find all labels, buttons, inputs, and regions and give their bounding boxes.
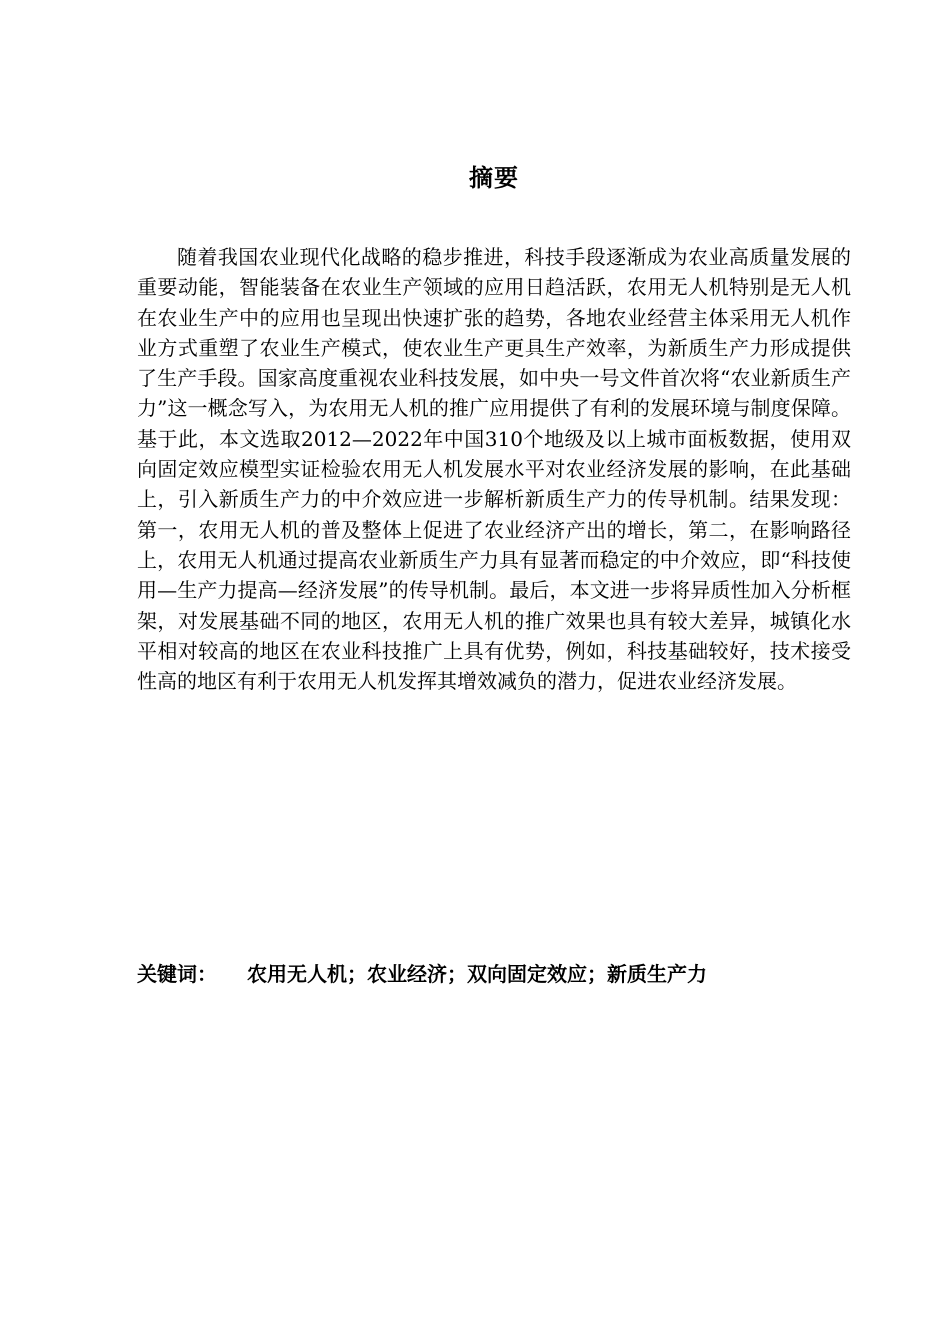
abstract-title: 摘要 (469, 164, 519, 192)
keywords-label: 关键词： (137, 962, 217, 986)
keywords-list: 农用无人机；农业经济；双向固定效应；新质生产力 (247, 962, 707, 986)
keywords-line (137, 958, 851, 990)
abstract-body: 随着我国农业现代化战略的稳步推进，科技手段逐渐成为农业高质量发展的重要动能，智能装备在农业生产领域的应用日趋活跃，农用无人机特别是无人机在农业生产中的应用也呈现出快速扩张的趋势，各地农业经营主体采用无人机作业方式重塑了农业生产模式，使农业生产更具生产效率，为新质生产力形成提供了生产手段。国家高度重视农业科技发展，如中央一号文件首次将“农业新质生产力”这一概念写入，为农用无人机的推广应用提供了有利的发展环境与制度保障。基于此，本文选取2012—2022年中国310个地级及以上城市面板数据，使用双向固定效应模型实证检验农用无人机发展水平对农业经济发展的影响，在此基础上，引入新质生产力的中介效应进一步解析新质生产力的传导机制。结果发现：第一，农用无人机的普及整体上促进了农业经济产出的增长，第二，在影响路径上，农用无人机通过提高农业新质生产力具有显著而稳定的中介效应，即“科技使用—生产力提高—经济发展”的传导机制。最后，本文进一步将异质性加入分析框架，对发展基础不同的地区，农用无人机的推广效果也具有较大差异，城镇化水平相对较高的地区在农业科技推广上具有优势，例如，科技基础较好，技术接受性高的地区有利于农用无人机发挥其增效减负的潜力，促进农业经济发展。 (137, 245, 851, 694)
